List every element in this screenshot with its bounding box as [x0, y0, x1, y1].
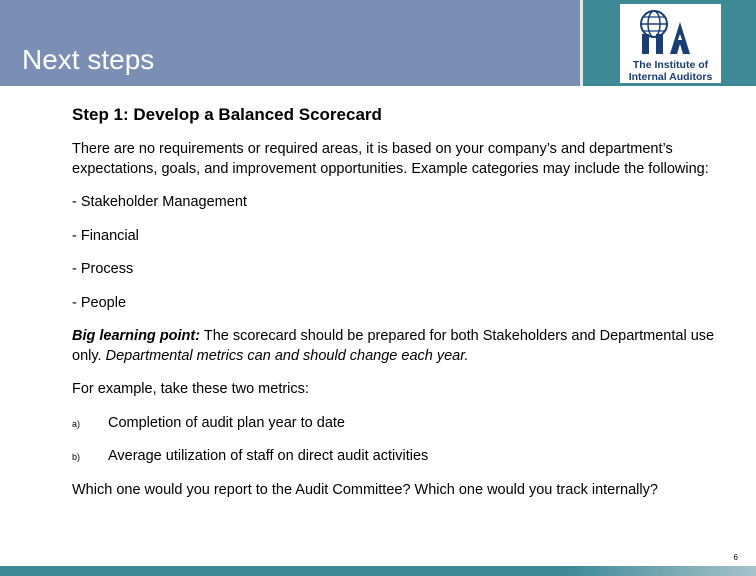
- step-heading: Step 1: Develop a Balanced Scorecard: [72, 105, 382, 124]
- big-learning-point: [72, 327, 738, 366]
- metric-marker: b): [72, 452, 81, 462]
- category-item: - Financial: [72, 227, 139, 244]
- slide-content: [72, 104, 738, 500]
- category-item: - Stakeholder Management: [72, 194, 247, 210]
- metric-item: [72, 414, 738, 434]
- closing-question: Which one would you report to the Audit Committee? Which one would you track internally?: [72, 481, 658, 498]
- intro-paragraph: There are no requirements or required areas, it is based on your company’s and department’s expectations, goals, and improvement opportunities. Example categories may include the following:: [72, 141, 709, 177]
- example-intro: For example, take these two metrics:: [72, 381, 309, 397]
- metric-text: Completion of audit plan year to date: [108, 414, 345, 431]
- category-item: - Process: [72, 261, 134, 277]
- slide-title: Next steps: [22, 44, 155, 75]
- big-learning-label: Big learning point:: [72, 328, 201, 344]
- metric-text: Average utilization of staff on direct audit activities: [108, 448, 429, 464]
- big-learning-italic: Departmental metrics can and should change each year.: [105, 347, 469, 364]
- bottom-bar: [0, 566, 756, 576]
- metric-item: [72, 447, 738, 467]
- category-item: - People: [72, 294, 127, 311]
- big-learning-text: The scorecard should be prepared for both Stakeholders and Departmental use only.: [72, 328, 715, 364]
- logo-text-line-1: The Institute of: [632, 59, 709, 71]
- globe-icon: [620, 4, 721, 60]
- iia-logo: [620, 4, 721, 83]
- page-number: 6: [733, 553, 738, 562]
- metric-marker: a): [72, 418, 81, 429]
- logo-text-line-2: Internal Auditors: [628, 71, 713, 83]
